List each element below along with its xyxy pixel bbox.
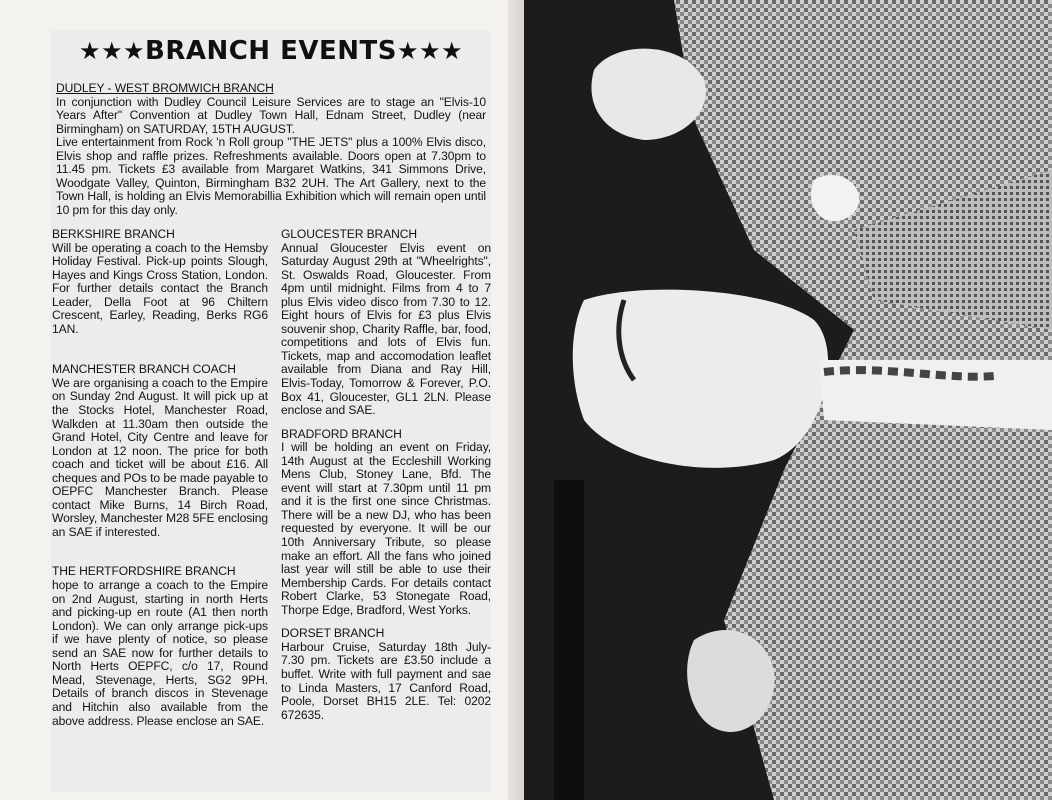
hertfordshire-body: hope to arrange a coach to the Empire on 2nd August, starting in north Herts and picking-up en route (A1 then north London). We can only arrange pick-ups if we have plenty of notice, so please send an SAE now for further details to North Herts OEPFC, c/o 17, Round Mead, Stevenage, Herts, SG2 9PH. Details of branch discos in Stevenage and Hitchin also available from the above address. Please enclose an SAE.	[52, 578, 268, 728]
star-icon: ★	[100, 37, 123, 66]
star-icon: ★	[441, 37, 464, 66]
gloucester-section	[281, 228, 491, 418]
left-column	[52, 228, 268, 728]
berkshire-body: Will be operating a coach to the Hemsby Holiday Festival. Pick-up points Slough, Hayes and Kings Cross Station, London. For further details contact the Branch Leader, Della Foot at 96 Chiltern Crescent, Earley, Reading, Berks RG6 1AN.	[52, 240, 268, 336]
branch-events-panel	[51, 30, 491, 792]
page-title	[51, 30, 491, 74]
berkshire-heading: BERKSHIRE BRANCH	[52, 227, 175, 241]
dorset-body: Harbour Cruise, Saturday 18th July-7.30 pm. Tickets are £3.50 include a buffet. Write with full payment and sae to Linda Masters, 17 Canford Road, Poole, Dorset BH15 2LE. Tel: 0202 672635.	[281, 639, 491, 722]
star-icon: ★	[396, 37, 419, 66]
bradford-section	[281, 428, 491, 618]
right-column	[281, 228, 491, 722]
bradford-body: I will be holding an event on Friday, 14th August at the Eccleshill Working Mens Club, Stoney Lane, Bfd. The event will start at 7.30pm until 11 pm and it is the first one since Christmas. There will be a new DJ, who has been requested by everyone. It will be our 10th Anniversary Tribute, so please make an effort. All the fans who joined last year will still be able to use their Membership Cards. For details contact Robert Clarke, 53 Stonegate Road, Thorpe Edge, Bradford, West Yorks.	[281, 440, 491, 617]
gloucester-heading: GLOUCESTER BRANCH	[281, 227, 418, 241]
left-page	[0, 0, 524, 800]
dudley-paragraph-1: In conjunction with Dudley Council Leisure Services are to stage an "Elvis-10 Years After" Convention at Dudley Town Hall, Ednam Street, Dudley (near Birmingham) on SATURDAY, 15TH AUGUST.	[56, 94, 486, 136]
dudley-paragraph-2: Live entertainment from Rock 'n Roll group "THE JETS" plus a 100% Elvis disco, Elvis shop and raffle prizes. Refreshments available. Doors open at 7.30pm to 11.45 pm. Tickets £3 available from Margaret Watkins, 341 Simmons Drive, Woodgate Valley, Quinton, Birmingham B32 2UH. The Art Gallery, next to the Town Hall, is holding an Elvis Memorabillia Exhibition which will remain open until 10 pm for this day only.	[56, 135, 486, 217]
page-gutter	[508, 0, 524, 800]
hertfordshire-section	[52, 565, 268, 728]
bradford-heading: BRADFORD BRANCH	[281, 426, 402, 441]
title-text: BRANCH EVENTS	[145, 36, 397, 67]
star-icon: ★	[122, 37, 145, 66]
manchester-heading: MANCHESTER BRANCH COACH	[52, 362, 236, 377]
manchester-section	[52, 363, 268, 539]
manchester-body: We are organising a coach to the Empire on Sunday 2nd August. It will pick up at the Stocks Hotel, Manchester Road, Walkden at 11.30am then outside the Grand Hotel, City Centre and leave for London at 12 noon. The price for both coach and ticket will be about £16. All cheques and POs to be made payable to OEPFC Manchester Branch. Please contact Mike Burns, 14 Birch Road, Worsley, Manchester M28 5FE enclosing an SAE if interested.	[52, 375, 268, 539]
dorset-section	[281, 627, 491, 722]
star-icon: ★	[78, 37, 101, 66]
microphone-stand	[554, 480, 584, 800]
performer-photo	[524, 0, 1052, 800]
white-shirt	[819, 360, 1052, 430]
dorset-heading: DORSET BRANCH	[281, 626, 385, 641]
berkshire-section	[52, 228, 268, 336]
dudley-section	[56, 82, 486, 217]
photo-illustration	[524, 0, 1052, 800]
dudley-heading: DUDLEY - WEST BROMWICH BRANCH	[56, 81, 274, 95]
hertfordshire-heading: THE HERTFORDSHIRE BRANCH	[52, 564, 236, 579]
star-icon: ★	[419, 37, 442, 66]
performer-face	[573, 290, 828, 468]
gloucester-body: Annual Gloucester Elvis event on Saturday August 29th at "Wheelrights", St. Oswalds Road, Gloucester. From 4pm until midnight. Films from 4 to 7 plus Elvis video disco from 7.30 to 12. Eight hours of Elvis for £3 plus Elvis souvenir shop, Charity Raffle, bar, food, competitions and lots of Elvis fun. Tickets, map and accomodation leaflet available from Diana and Ray Hill, Elvis-Today, Tomorrow & Forever, P.O. Box 41, Gloucester, GL1 2LN. Please enclose and SAE.	[281, 240, 491, 418]
